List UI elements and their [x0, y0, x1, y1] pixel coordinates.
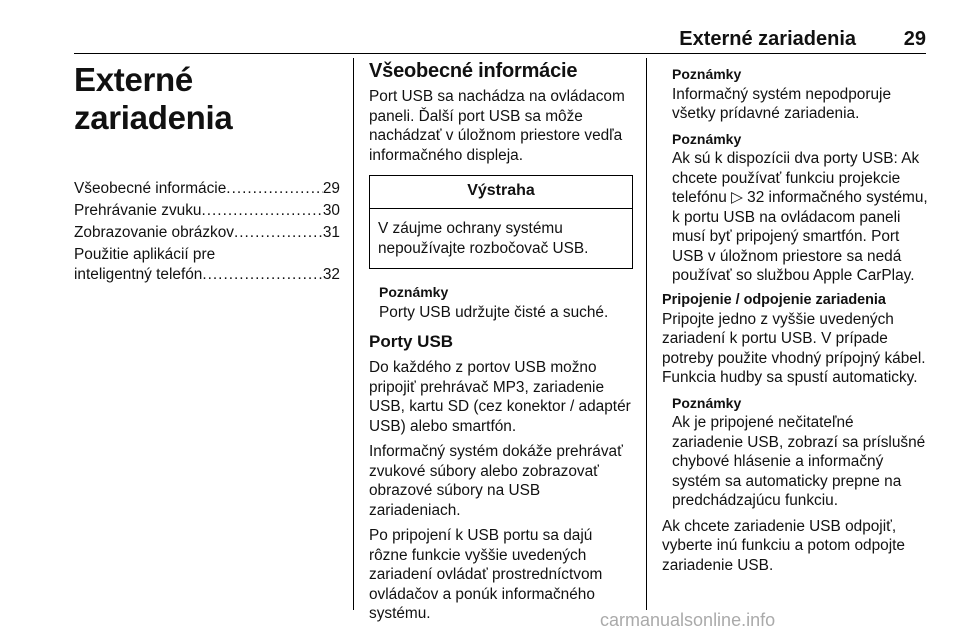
note	[379, 283, 633, 322]
paragraph: Port USB sa nachádza na ovládacom paneli. Ďalší port USB sa môže nachádzať v úložnom priestore vedľa informačného displeja.	[369, 88, 625, 164]
toc-entry-page: 30	[322, 202, 340, 219]
note-body-part: Ak sú k dispozícii dva porty USB: Ak chcete používať funkciu projekcie telefónu	[672, 150, 920, 206]
content-column-3	[662, 65, 928, 581]
warning-body: V záujme ochrany systému nepoužívajte rozbočovač USB.	[378, 220, 589, 257]
toc-entry[interactable]	[74, 223, 340, 243]
warning-box	[369, 175, 633, 269]
toc-entry-page: 31	[322, 224, 340, 241]
watermark: carmanualsonline.info	[600, 610, 776, 630]
warning-title: Výstraha	[370, 176, 632, 209]
note-body-part: 32 informačného systému, k portu USB na ovládacom paneli musí byť pripojený smartfón. Port USB v úložnom priestore sa nedá používať so službou Apple CarPlay.	[672, 189, 928, 284]
note	[672, 130, 928, 286]
toc-entry[interactable]	[74, 245, 340, 285]
note-title: Poznámky	[672, 130, 742, 147]
note-body: Informačný systém nepodporuje všetky prídavné zariadenia.	[672, 85, 892, 122]
column-divider	[646, 58, 647, 610]
paragraph: Pripojte jedno z vyššie uvedených zariadení k portu USB. V prípade potreby použite vhodný prípojný kábel. Funkcia hudby sa spustí automaticky.	[662, 310, 926, 386]
note-title: Poznámky	[672, 66, 742, 82]
toc-entry-label: Zobrazovanie obrázkov	[74, 224, 234, 241]
toc-leader	[226, 179, 323, 199]
note	[672, 394, 928, 511]
toc-entry-label: Všeobecné informácie	[74, 180, 227, 197]
note-body: Porty USB udržujte čisté a suché.	[379, 303, 609, 321]
note-body: Ak je pripojené nečitateľné zariadenie USB, zobrazí sa príslušné chybové hlásenie a informačný systém sa automaticky prepne na predchádzajúcu funkciu.	[672, 414, 926, 509]
toc-entry-page: 32	[322, 266, 340, 283]
toc-entry[interactable]	[74, 201, 340, 221]
paragraph: Po pripojení k USB portu sa dajú rôzne funkcie vyššie uvedených zariadení ovládať prostredníctvom ovládačov a ponúk informačného systému.	[369, 527, 603, 622]
page-header	[74, 24, 926, 54]
paragraph: Ak chcete zariadenie USB odpojiť, vyberte inú funkciu a potom odpojte zariadenie USB.	[662, 517, 905, 574]
toc-entry[interactable]	[74, 179, 340, 199]
toc-leader	[202, 265, 323, 285]
note-title: Poznámky	[672, 394, 742, 411]
header-rule	[74, 53, 926, 54]
header-title: Externé zariadenia	[679, 28, 856, 50]
sub-heading: Porty USB	[369, 332, 454, 351]
toc-column	[74, 58, 340, 287]
paragraph: Informačný systém dokáže prehrávať zvukové súbory alebo zobrazovať obrazové súbory na USB zariadeniach.	[369, 443, 623, 519]
paragraph: Do každého z portov USB možno pripojiť prehrávač MP3, zariadenie USB, kartu SD (cez konektor / adaptér USB) alebo smartfón.	[369, 359, 631, 435]
column-divider	[353, 58, 354, 610]
toc-leader	[201, 201, 322, 221]
table-of-contents	[74, 179, 340, 285]
toc-entry-label: Použitie aplikácií pre	[74, 246, 216, 263]
note-title: Poznámky	[379, 284, 449, 300]
toc-entry-label: inteligentný telefón	[74, 266, 203, 283]
page-number: 29	[903, 28, 926, 50]
section-heading: Všeobecné informácie	[369, 60, 578, 82]
sub-heading: Pripojenie / odpojenie zariadenia	[662, 291, 886, 308]
note	[672, 65, 928, 124]
chapter-title: Externé zariadenia	[74, 61, 233, 136]
content-column-2	[369, 60, 633, 630]
toc-entry-label: Prehrávanie zvuku	[74, 202, 202, 219]
toc-entry-page: 29	[322, 180, 340, 197]
page-reference-icon[interactable]: ▷	[731, 189, 743, 206]
toc-leader	[234, 223, 323, 243]
